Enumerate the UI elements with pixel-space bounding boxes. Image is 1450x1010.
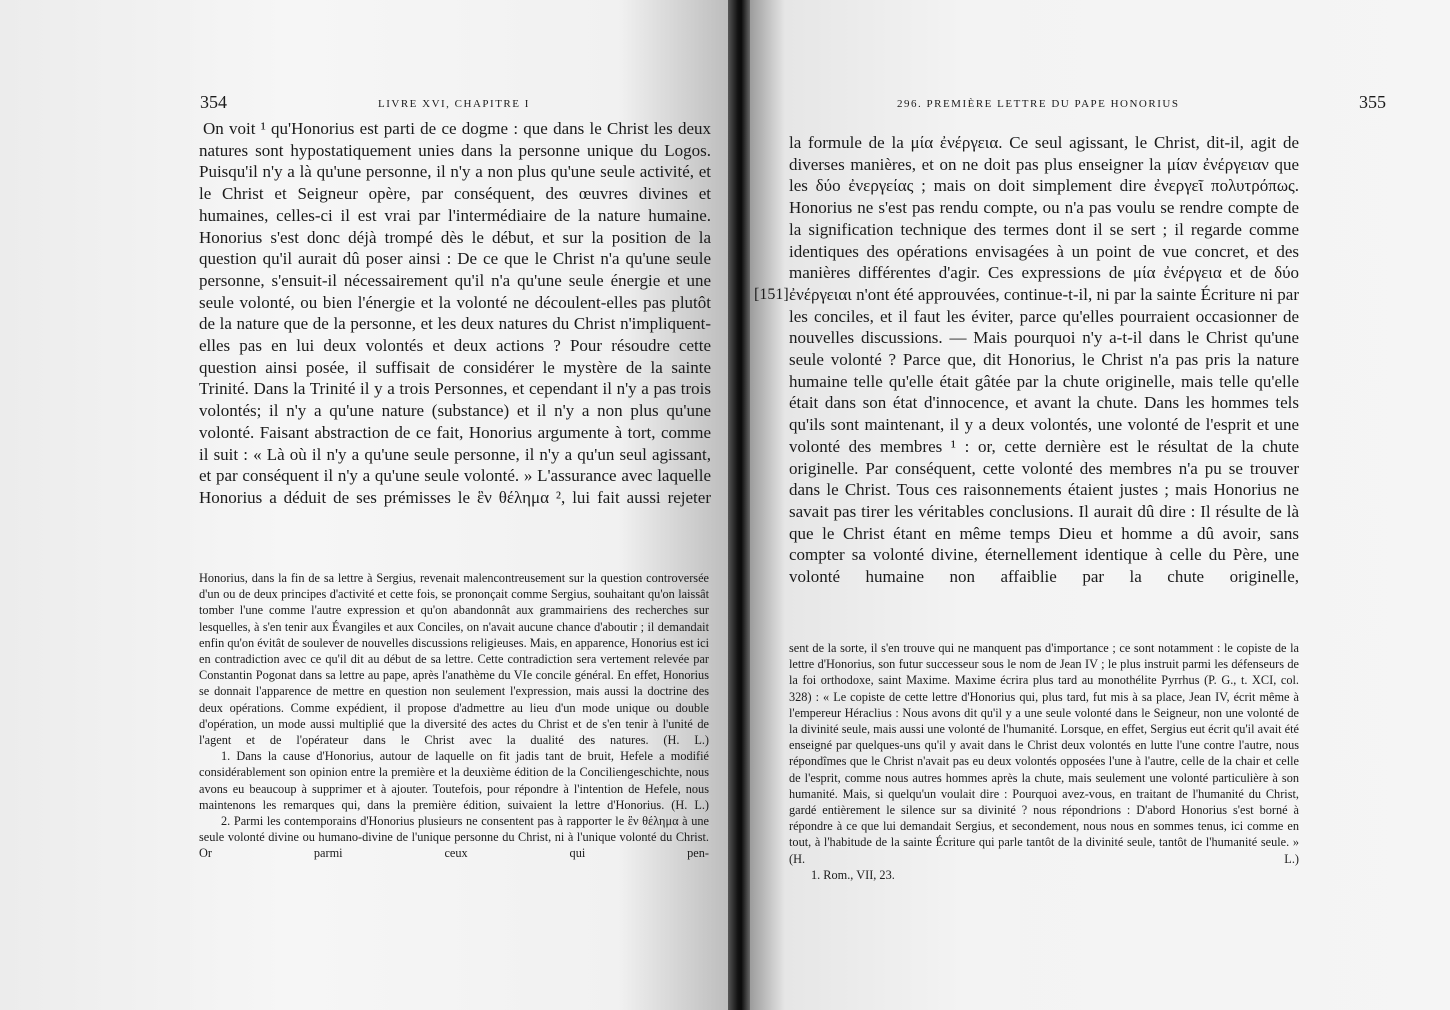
left-running-title: LIVRE XVI, CHAPITRE I <box>378 98 530 110</box>
book-gutter <box>728 0 750 1010</box>
left-footnote-1: 1. Dans la cause d'Honorius, autour de laquelle on fit jadis tant de bruit, Hefele a modifié considérablement son opinion entre la première et la deuxième édition de la Conciliengeschichte, nous avons eu beaucoup à supprimer et à ajouter. Toutefois, pour répondre à l'intention de Hefele, nous maintenons les remarques qui, dans la première édition, suivaient la lettre d'Honorius. (H. L.) <box>199 749 709 812</box>
margin-reference: [151] <box>754 286 789 303</box>
left-running-head <box>0 92 728 114</box>
left-footnotes <box>199 570 709 862</box>
left-footnote-continued: Honorius, dans la fin de sa lettre à Sergius, revenait malencontreusement sur la question controversée d'un ou de deux principes d'activité et cette fois, se prononçait comme Sergius, souhaitant qu'on laissât tomber l'une comme l'autre expression et qu'on abandonnât aux grammairiens des recherches sur lesquelles, à s'en tenir aux Évangiles et aux Conciles, on n'avait aucune chance d'aboutir ; il demandait enfin qu'on évitât de soulever de nouvelles discussions religieuses. Mais, en apparence, Honorius est ici en contradiction avec ce qu'il dit au début de sa lettre. Cette contradiction sera vertement relevée par Constantin Pogonat dans sa lettre au pape, après l'anathème du VIe concile général. En effet, Honorius se donnait l'apparence de mettre en question non seulement l'expression, mais aussi la doctrine des deux opérations. Comme expédient, il propose d'admettre au lieu d'un mode unique ou double d'opération, un mode aussi multiplié que la diversité des actes du Christ et de s'en tenir à l'unité de l'agent et de l'opérateur dans le Christ avec la dualité des natures. (H. L.) <box>199 571 710 748</box>
left-main-text: On voit ¹ qu'Honorius est parti de ce dogme : que dans le Christ les deux natures sont hypostatiquement unies dans la personne unique du Logos. Puisqu'il n'y a là qu'une personne, il n'y a non plus qu'une seule activité, et le Christ et Seigneur opère, par conséquent, des œuvres divines et humaines, celles-ci il est vrai par l'intermédiaire de la nature humaine. Honorius s'est donc déjà trompé dès le début, et sur la position de la question qu'il aurait dû poser ainsi : De ce que le Christ n'a qu'une seule personne, s'ensuit-il nécessairement qu'il n'a qu'une seule énergie et une seule volonté, ou bien l'énergie et la volonté ne découlent-elles pas plutôt de la nature que de la personne, et les deux natures du Christ n'impliquent-elles pas en lui deux volontés et deux actions ? Pour résoudre cette question ainsi posée, il suffisait de considérer le mystère de la sainte Trinité. Dans la Trinité il y a trois Personnes, et cependant il n'y a pas trois volontés; il n'y a qu'une nature (substance) et il n'y a non plus qu'une volonté. Faisant abstraction de ce fait, Honorius argumente à tort, comme il suit : « Là où il n'y a qu'une seule personne, il n'y a qu'un seul agissant, et par conséquent il n'y a qu'une seule volonté. » L'assurance avec laquelle Honorius a déduit de ses prémisses le ἓν θέλημα ², lui fait aussi rejeter <box>199 119 711 507</box>
left-footnote-2: 2. Parmi les contemporains d'Honorius plusieurs ne consentent pas à rapporter le ἓν θέλημα à une seule volonté divine ou humano-divine de l'unique personne du Christ, ni à l'unique volonté du Christ. Or parmi ceux qui pen- <box>199 814 709 861</box>
right-running-title: 296. PREMIÈRE LETTRE DU PAPE HONORIUS <box>897 98 1180 110</box>
right-page <box>750 0 1450 1010</box>
left-page-number: 354 <box>200 92 227 112</box>
right-footnote-1: 1. Rom., VII, 23. <box>811 867 895 882</box>
right-running-head <box>750 92 1450 114</box>
right-main-text: la formule de la μία ἐνέργεια. Ce seul agissant, le Christ, dit-il, agit de diverses manières, et on ne doit pas plus enseigner la μίαν ἐνέργειαν que les δύο ἐνεργείας ; mais on doit simplement dire ἐνεργεῖ πολυτρόπως. Honorius ne s'est pas rendu compte, ou n'a pas voulu se rendre compte de la signification technique des termes dont il se sert ; il regarde comme identiques des opérations envisagées à un point de vue concret, et des manières différentes d'agir. Ces expressions de μία ἐνέργεια et de δύο ἐνέργειαι n'ont été approuvées, continue-t-il, ni par la sainte Écriture ni par les conciles, et il faut les éviter, parce qu'elles pourraient occasionner de nouvelles discussions. — Mais pourquoi n'y a-t-il dans le Christ qu'une seule volonté ? Parce que, dit Honorius, le Christ n'a pas pris la nature humaine telle qu'elle était gâtée par la chute originelle, mais telle qu'elle était dans son état d'innocence, et avant la chute. Dans les hommes tels qu'ils sont maintenant, il y a deux volontés, une volonté de l'esprit et une volonté des membres ¹ : or, cette dernière est le résultat de la chute originelle. Par conséquent, cette volonté des membres n'a pu se trouver dans le Christ. Tous ces raisonnements étaient justes ; mais Honorius ne savait pas tirer les véritables conclusions. Il aurait dû dire : Il résulte de là que le Christ étant en même temps Dieu et homme a dû avoir, sans compter sa volonté divine, éternellement identique à celle du Père, une volonté humaine non affaiblie par la chute originelle, <box>789 133 1299 587</box>
right-footnote-continued: sent de la sorte, il s'en trouve qui ne manquent pas d'importance ; ce sont notamment : le copiste de la lettre d'Honorius, son futur successeur sous le nom de Jean IV ; le plus instruit parmi les défenseurs de la foi orthodoxe, saint Maxime. Maxime écrira plus tard au monothélite Pyrrhus (P. G., t. XCI, col. 328) : « Le copiste de cette lettre d'Honorius qui, plus tard, fut mis à sa place, Jean IV, écrit même à l'empereur Héraclius : Nous avons dit qu'il y a une seule volonté dans le Seigneur, non une volonté de la divinité seule, mais aussi une volonté de l'humanité. Lorsque, en effet, Sergius eut écrit qu'il avait été enseigné par quelques-uns qu'il y avait dans le Christ deux volontés en lutte l'une contre l'autre, nous répondîmes que le Christ n'avait pas eu deux volontés opposées l'une à l'autre, celle de la chair et celle de l'esprit, comme nous autres hommes après la chute, mais seulement une volonté particulière à son humanité. Mais, si quelqu'un voulait dire : Pourquoi avez-vous, en traitant de l'humanité du Christ, gardé entièrement le silence sur sa divinité ? nous répondrions : D'abord Honorius s'est borné à répondre à ce que lui demandait Sergius, et secondement, nous nous en sommes tenus, ici comme en tout, à l'habitude de la sainte Écriture qui parle tantôt de la divinité seule, tantôt de l'humanité seule. » (H. L.) <box>789 641 1299 866</box>
right-footnotes <box>789 640 1299 883</box>
right-page-number: 355 <box>1359 92 1386 112</box>
